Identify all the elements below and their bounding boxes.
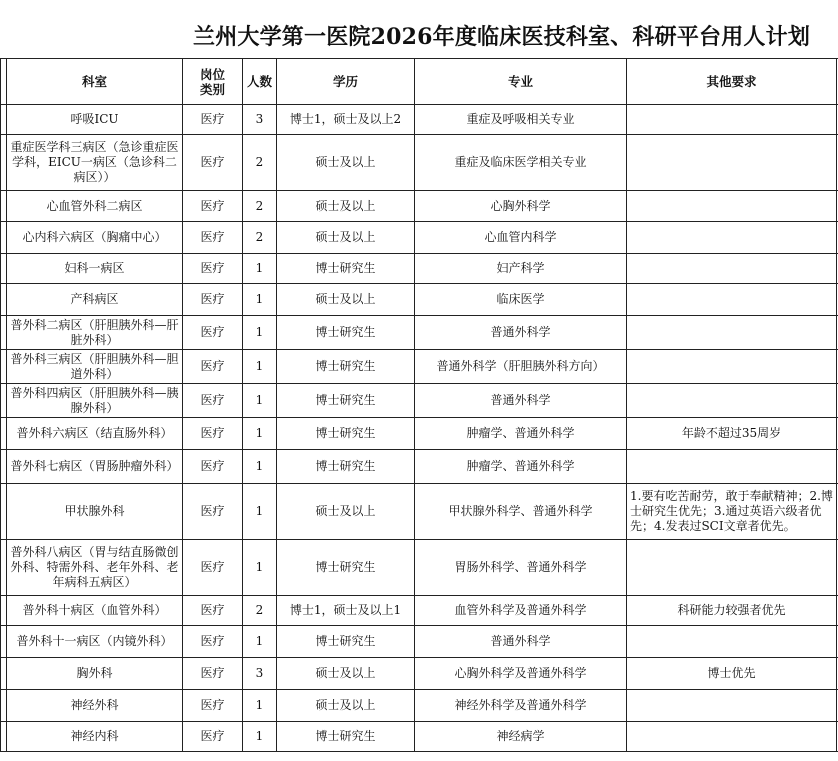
table-row [1,350,838,384]
table-row [1,658,838,690]
major-cell: 普通外科学 [415,316,627,350]
table-row [1,191,838,222]
dept-cell: 普外科十病区（血管外科） [7,596,183,626]
other-cell [627,222,837,254]
edu-cell: 硕士及以上 [277,191,415,222]
count-cell: 3 [243,105,277,135]
dept-cell: 胸外科 [7,658,183,690]
dept-cell: 妇科一病区 [7,254,183,284]
table-row [1,626,838,658]
count-cell: 2 [243,191,277,222]
type-cell: 医疗 [183,350,243,384]
dept-cell: 心内科六病区（胸痛中心） [7,222,183,254]
other-cell [627,284,837,316]
edu-cell: 博士研究生 [277,254,415,284]
edu-cell: 硕士及以上 [277,484,415,540]
edu-cell: 博士1，硕士及以上2 [277,105,415,135]
edu-cell: 博士研究生 [277,450,415,484]
major-cell: 胃肠外科学、普通外科学 [415,540,627,596]
type-cell: 医疗 [183,254,243,284]
type-cell: 医疗 [183,484,243,540]
dept-cell: 普外科六病区（结直肠外科） [7,418,183,450]
table-row [1,384,838,418]
edu-cell: 硕士及以上 [277,658,415,690]
edu-cell: 博士研究生 [277,350,415,384]
table-row [1,316,838,350]
other-cell: 博士优先 [627,658,837,690]
document-title: 兰州大学第一医院2026年度临床医技科室、科研平台用人计划 [193,24,811,50]
count-cell: 3 [243,658,277,690]
other-cell [627,626,837,658]
count-cell: 1 [243,316,277,350]
other-cell [627,450,837,484]
count-cell: 1 [243,284,277,316]
table-row [1,540,838,596]
type-cell: 医疗 [183,135,243,191]
count-cell: 1 [243,540,277,596]
edu-cell: 博士研究生 [277,722,415,752]
staffing-plan-table [0,58,838,752]
table-row [1,596,838,626]
edu-cell: 博士研究生 [277,418,415,450]
type-cell: 医疗 [183,690,243,722]
edu-cell: 博士研究生 [277,540,415,596]
major-cell: 血管外科学及普通外科学 [415,596,627,626]
major-cell: 妇产科学 [415,254,627,284]
major-cell: 肿瘤学、普通外科学 [415,450,627,484]
edu-cell: 硕士及以上 [277,222,415,254]
count-cell: 1 [243,384,277,418]
dept-cell: 产科病区 [7,284,183,316]
dept-cell: 普外科八病区（胃与结直肠微创外科、特需外科、老年外科、老年病科五病区） [7,540,183,596]
table-body [1,105,838,752]
major-cell: 心胸外科学及普通外科学 [415,658,627,690]
type-cell: 医疗 [183,626,243,658]
count-cell: 1 [243,722,277,752]
count-cell: 2 [243,135,277,191]
dept-cell: 神经外科 [7,690,183,722]
count-cell: 1 [243,690,277,722]
dept-cell: 心血管外科二病区 [7,191,183,222]
type-cell: 医疗 [183,384,243,418]
table-row [1,135,838,191]
other-cell [627,191,837,222]
other-cell: 1.要有吃苦耐劳，敢于奉献精神；2.博士研究生优先；3.通过英语六级者优先；4.发表过SCI文章者优先。 [627,484,837,540]
count-cell: 1 [243,254,277,284]
header-type: 岗位 类别 [183,59,243,105]
count-cell: 1 [243,418,277,450]
header-edu: 学历 [277,59,415,105]
other-cell [627,350,837,384]
header-major: 专业 [415,59,627,105]
count-cell: 2 [243,596,277,626]
type-cell: 医疗 [183,450,243,484]
table-row [1,254,838,284]
other-cell: 科研能力较强者优先 [627,596,837,626]
type-cell: 医疗 [183,316,243,350]
table-row [1,284,838,316]
other-cell [627,316,837,350]
table-row [1,690,838,722]
edu-cell: 博士1，硕士及以上1 [277,596,415,626]
dept-cell: 普外科三病区（肝胆胰外科—胆道外科） [7,350,183,384]
dept-cell: 神经内科 [7,722,183,752]
major-cell: 神经病学 [415,722,627,752]
dept-cell: 普外科十一病区（内镜外科） [7,626,183,658]
edu-cell: 硕士及以上 [277,135,415,191]
type-cell: 医疗 [183,596,243,626]
dept-cell: 呼吸ICU [7,105,183,135]
header-count: 人数 [243,59,277,105]
other-cell [627,384,837,418]
major-cell: 普通外科学 [415,384,627,418]
table-row [1,418,838,450]
other-cell [627,135,837,191]
major-cell: 重症及临床医学相关专业 [415,135,627,191]
count-cell: 2 [243,222,277,254]
major-cell: 普通外科学 [415,626,627,658]
count-cell: 1 [243,484,277,540]
dept-cell: 重症医学科三病区（急诊重症医学科，EICU一病区（急诊科二病区）） [7,135,183,191]
count-cell: 1 [243,626,277,658]
count-cell: 1 [243,350,277,384]
major-cell: 重症及呼吸相关专业 [415,105,627,135]
edu-cell: 硕士及以上 [277,284,415,316]
major-cell: 临床医学 [415,284,627,316]
dept-cell: 普外科四病区（肝胆胰外科—胰腺外科） [7,384,183,418]
other-cell [627,722,837,752]
edu-cell: 博士研究生 [277,384,415,418]
other-cell: 年龄不超过35周岁 [627,418,837,450]
table-row [1,105,838,135]
table-row [1,450,838,484]
dept-cell: 甲状腺外科 [7,484,183,540]
major-cell: 心血管内科学 [415,222,627,254]
major-cell: 甲状腺外科学、普通外科学 [415,484,627,540]
table-row [1,722,838,752]
major-cell: 普通外科学（肝胆胰外科方向） [415,350,627,384]
other-cell [627,540,837,596]
count-cell: 1 [243,450,277,484]
type-cell: 医疗 [183,540,243,596]
table-row [1,222,838,254]
edu-cell: 博士研究生 [277,626,415,658]
type-cell: 医疗 [183,658,243,690]
type-cell: 医疗 [183,284,243,316]
table-header-row [1,59,838,105]
other-cell [627,690,837,722]
dept-cell: 普外科二病区（肝胆胰外科—肝脏外科） [7,316,183,350]
type-cell: 医疗 [183,105,243,135]
type-cell: 医疗 [183,722,243,752]
major-cell: 心胸外科学 [415,191,627,222]
document-title-bar [0,0,838,58]
dept-cell: 普外科七病区（胃肠肿瘤外科） [7,450,183,484]
edu-cell: 博士研究生 [277,316,415,350]
type-cell: 医疗 [183,191,243,222]
type-cell: 医疗 [183,418,243,450]
major-cell: 神经外科学及普通外科学 [415,690,627,722]
header-dept: 科室 [7,59,183,105]
other-cell [627,105,837,135]
major-cell: 肿瘤学、普通外科学 [415,418,627,450]
other-cell [627,254,837,284]
edu-cell: 硕士及以上 [277,690,415,722]
header-other: 其他要求 [627,59,837,105]
table-row [1,484,838,540]
type-cell: 医疗 [183,222,243,254]
